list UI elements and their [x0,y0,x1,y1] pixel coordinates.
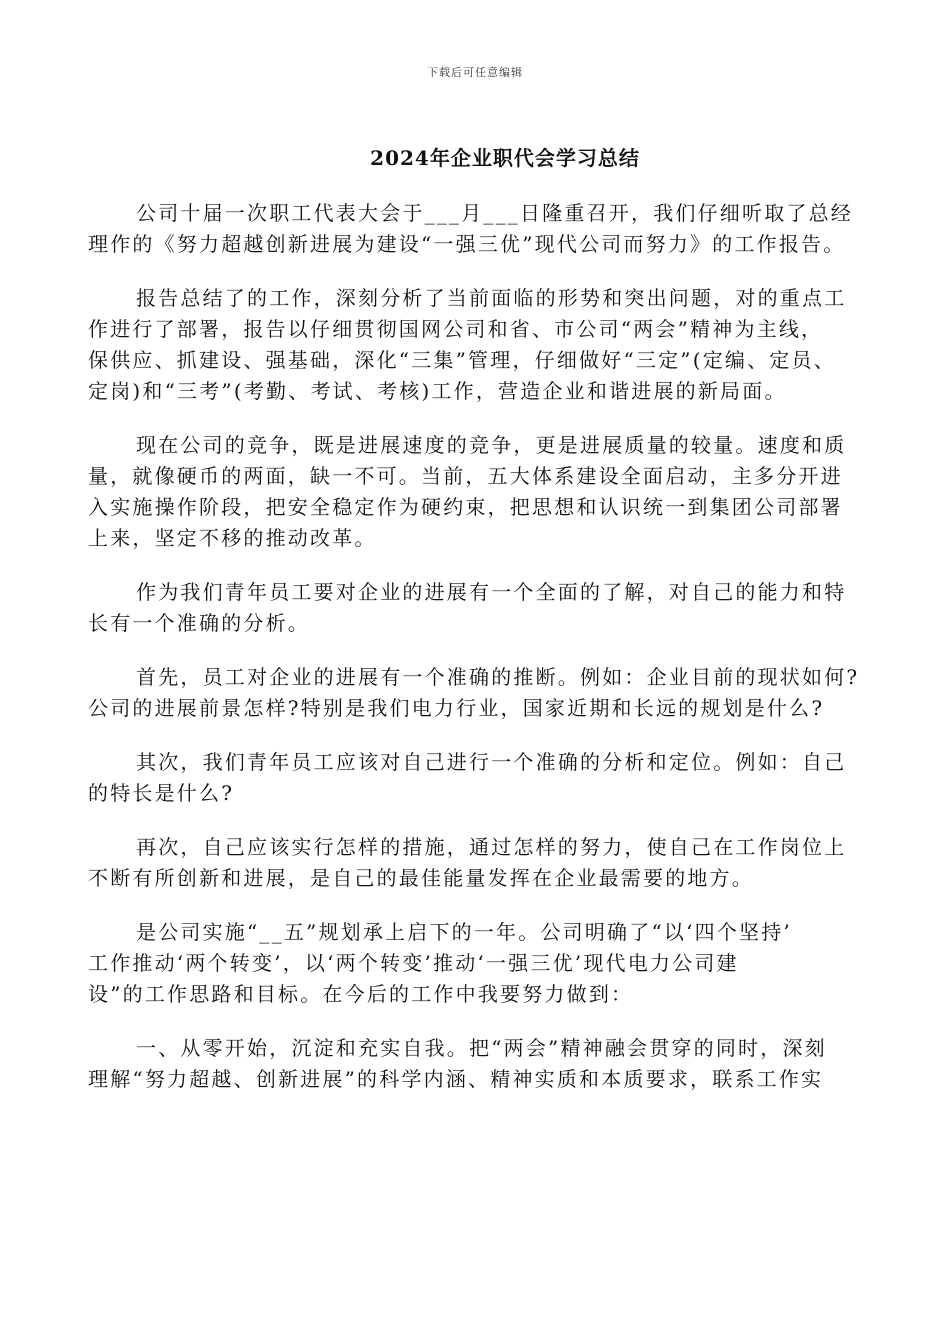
paragraph-line: 其次，我们青年员工应该对自己进行一个准确的分析和定位。例如：自己 [136,750,847,774]
paragraph-line: 一、从零开始，沉淀和充实自我。把“两会”精神融会贯穿的同时，深刻 [136,1036,827,1060]
paragraph-line: 公司十届一次职工代表大会于___月___日隆重召开，我们仔细听取了总经 [136,201,853,225]
paragraph-line: 量，就像硬币的两面，缺一不可。当前，五大体系建设全面启动，主多分开进 [88,464,843,488]
paragraph [88,283,868,407]
paragraph-line: 不断有所创新和进展，是自己的最佳能量发挥在企业最需要的地方。 [88,866,754,890]
paragraph-line: 作进行了部署，报告以仔细贯彻国网公司和省、市公司“两会”精神为主线， [88,317,824,341]
header-note: 下载后可任意编辑 [427,66,523,79]
paragraph-line: 工作推动‘两个转变’，以‘两个转变’推动‘一强三优’现代电力公司建 [88,951,739,975]
paragraph-line: 现在公司的竞争，既是进展速度的竞争，更是进展质量的较量。速度和质 [136,433,847,457]
paragraph-line: 定岗)和“三考”(考勤、考试、考核)工作，营造企业和谐进展的新局面。 [88,379,787,403]
paragraph-line: 保供应、抓建设、强基础，深化“三集”管理，仔细做好“三定”(定编、定员、 [88,348,836,372]
paragraph [88,577,868,639]
paragraph-line: 的特长是什么? [88,781,235,805]
paragraph [88,832,868,894]
paragraph-line: 上来，坚定不移的推动改革。 [88,526,377,550]
paragraph-line: 理作的《努力超越创新进展为建设“一强三优”现代公司而努力》的工作报告。 [88,232,846,256]
document-title: 2024年企业职代会学习总结 [370,146,640,170]
paragraph [88,198,868,260]
paragraph-line: 是公司实施“__五”规划承上启下的一年。公司明确了“以‘四个坚持’ [136,920,792,944]
paragraph-line: 设”的工作思路和目标。在今后的工作中我要努力做到： [88,982,634,1006]
paragraph [88,1033,868,1095]
paragraph-line: 理解“努力超越、创新进展”的科学内涵、精神实质和本质要求，联系工作实 [88,1067,824,1091]
paragraph-line: 报告总结了的工作，深刻分析了当前面临的形势和突出问题，对的重点工 [136,286,847,310]
document-body [88,198,868,1118]
paragraph-line: 长有一个准确的分析。 [88,611,310,635]
paragraph [88,917,868,1010]
paragraph-line: 公司的进展前景怎样?特别是我们电力行业，国家近期和长远的规划是什么? [88,696,825,720]
paragraph-line: 作为我们青年员工要对企业的进展有一个全面的了解，对自己的能力和特 [136,580,847,604]
paragraph-line: 入实施操作阶段，把安全稳定作为硬约束，把思想和认识统一到集团公司部署 [88,495,843,519]
paragraph [88,747,868,809]
paragraph [88,662,868,724]
paragraph-line: 首先，员工对企业的进展有一个准确的推断。例如：企业目前的现状如何? [136,665,860,689]
paragraph-line: 再次，自己应该实行怎样的措施，通过怎样的努力，使自己在工作岗位上 [136,835,847,859]
paragraph [88,430,868,554]
